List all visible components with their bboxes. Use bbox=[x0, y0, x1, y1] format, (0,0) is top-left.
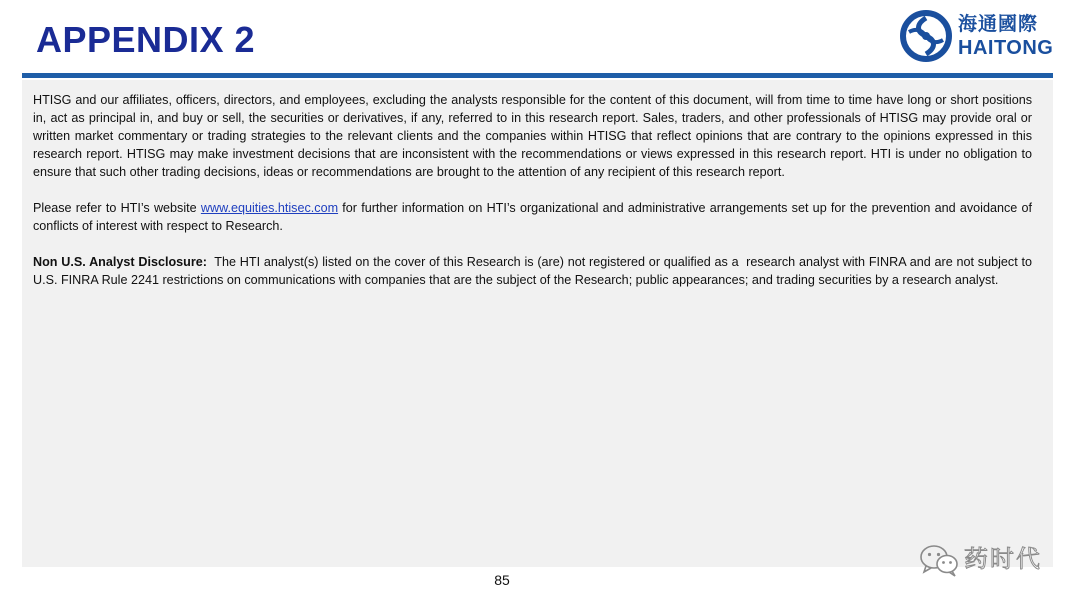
haitong-logo-mark-icon bbox=[900, 10, 952, 62]
haitong-logo bbox=[900, 8, 1060, 64]
logo-english-text: HAITONG bbox=[958, 37, 1054, 59]
page-number: 85 bbox=[494, 572, 510, 588]
header-divider bbox=[22, 73, 1053, 78]
analyst-disclosure-paragraph bbox=[33, 253, 1036, 289]
logo-chinese-text: 海通國際 bbox=[958, 13, 1039, 35]
wechat-icon bbox=[918, 542, 960, 578]
website-paragraph bbox=[33, 199, 1032, 235]
analyst-disclosure-label: Non U.S. Analyst Disclosure: bbox=[33, 255, 207, 269]
watermark-text: 药时代 bbox=[964, 545, 1042, 573]
website-text-before: Please refer to HTI’s website bbox=[33, 201, 201, 215]
page-title: APPENDIX 2 bbox=[36, 19, 256, 60]
watermark bbox=[918, 540, 1058, 580]
website-text-after: for further information on HTI’s organizational and administrative arrangements set up for the prevention and avoidance of conflicts of interest with respect to Research. bbox=[33, 201, 1032, 233]
analyst-disclosure-text: The HTI analyst(s) listed on the cover of this Research is (are) not registered or qualified as a research analyst with FINRA and are not subject to U.S. FINRA Rule 2241 restrictions on communications with companies that are the subject of the Research; public appearances; and trading securities by a research analyst. bbox=[33, 255, 1036, 287]
disclosure-body bbox=[33, 91, 1036, 289]
disclosure-paragraph: HTISG and our affiliates, officers, directors, and employees, excluding the analysts responsible for the content of this document, will from time to time have long or short positions in, act as principal in, and buy or sell, the securities or derivatives, if any, referred to in this research report. Sales, traders, and other professionals of HTISG may provide oral or written market commentary or trading strategies to the relevant clients and the companies within HTISG that reflect opinions that are contrary to the opinions expressed in this research report. HTISG may make investment decisions that are inconsistent with the recommendations or views expressed in this research report. HTI is under no obligation to ensure that such other trading decisions, ideas or recommendations are brought to the attention of any recipient of this research report. bbox=[33, 93, 1032, 179]
website-link[interactable]: www.equities.htisec.com bbox=[200, 201, 339, 215]
